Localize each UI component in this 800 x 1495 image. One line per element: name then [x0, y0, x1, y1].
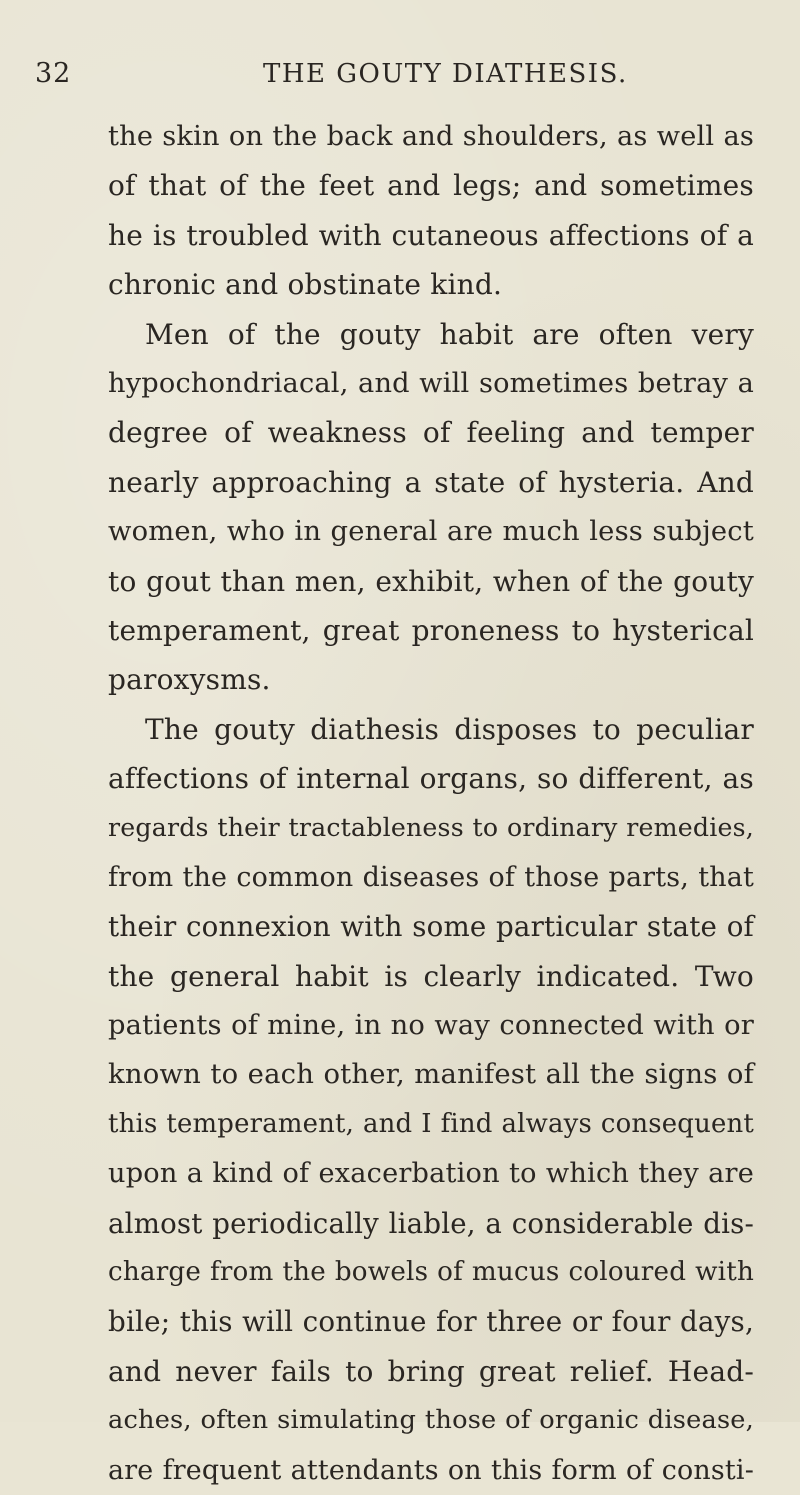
- text-line: patients of mine, in no way connected with or: [108, 1010, 754, 1042]
- text-line: nearly approaching a state of hysteria. And: [108, 465, 754, 499]
- body-text: [108, 112, 754, 1495]
- running-title: THE GOUTY DIATHESIS.: [263, 59, 628, 89]
- page-number: 32: [35, 58, 72, 89]
- text-line: Men of the gouty habit are often very: [145, 317, 754, 351]
- text-line: charge from the bowels of mucus coloured with: [108, 1256, 754, 1287]
- text-line: and never fails to bring great relief. Head-: [108, 1354, 754, 1388]
- text-line: he is troubled with cutaneous affections of a: [108, 218, 754, 252]
- running-head: [0, 58, 800, 98]
- text-line: upon a kind of exacerbation to which they are: [108, 1158, 754, 1190]
- text-line: aches, often simulating those of organic disease,: [108, 1405, 754, 1436]
- text-line: women, who in general are much less subject: [108, 516, 754, 548]
- text-line: paroxysms.: [108, 663, 271, 697]
- text-line: The gouty diathesis disposes to peculiar: [145, 712, 754, 746]
- text-line: their connexion with some particular state of: [108, 910, 754, 944]
- text-line: are frequent attendants on this form of consti-: [108, 1454, 754, 1486]
- text-line: bile; this will continue for three or four days,: [108, 1305, 754, 1339]
- text-line: the general habit is clearly indicated. Two: [108, 959, 754, 993]
- text-line: almost periodically liable, a considerable dis-: [108, 1206, 754, 1240]
- text-line: affections of internal organs, so different, as: [108, 762, 754, 796]
- text-line: hypochondriacal, and will sometimes betray a: [108, 367, 754, 399]
- text-line: the skin on the back and shoulders, as well as: [108, 121, 754, 152]
- text-line: chronic and obstinate kind.: [108, 268, 503, 302]
- text-line: of that of the feet and legs; and sometimes: [108, 169, 754, 203]
- text-line: degree of weakness of feeling and temper: [108, 416, 754, 450]
- text-line: known to each other, manifest all the signs of: [108, 1059, 754, 1091]
- text-line: from the common diseases of those parts, that: [108, 861, 754, 893]
- text-line: temperament, great proneness to hysterical: [108, 613, 754, 647]
- text-line: to gout than men, exhibit, when of the gouty: [108, 564, 754, 598]
- text-line: this temperament, and I find always consequent: [108, 1108, 754, 1139]
- text-line: regards their tractableness to ordinary remedies,: [108, 813, 754, 843]
